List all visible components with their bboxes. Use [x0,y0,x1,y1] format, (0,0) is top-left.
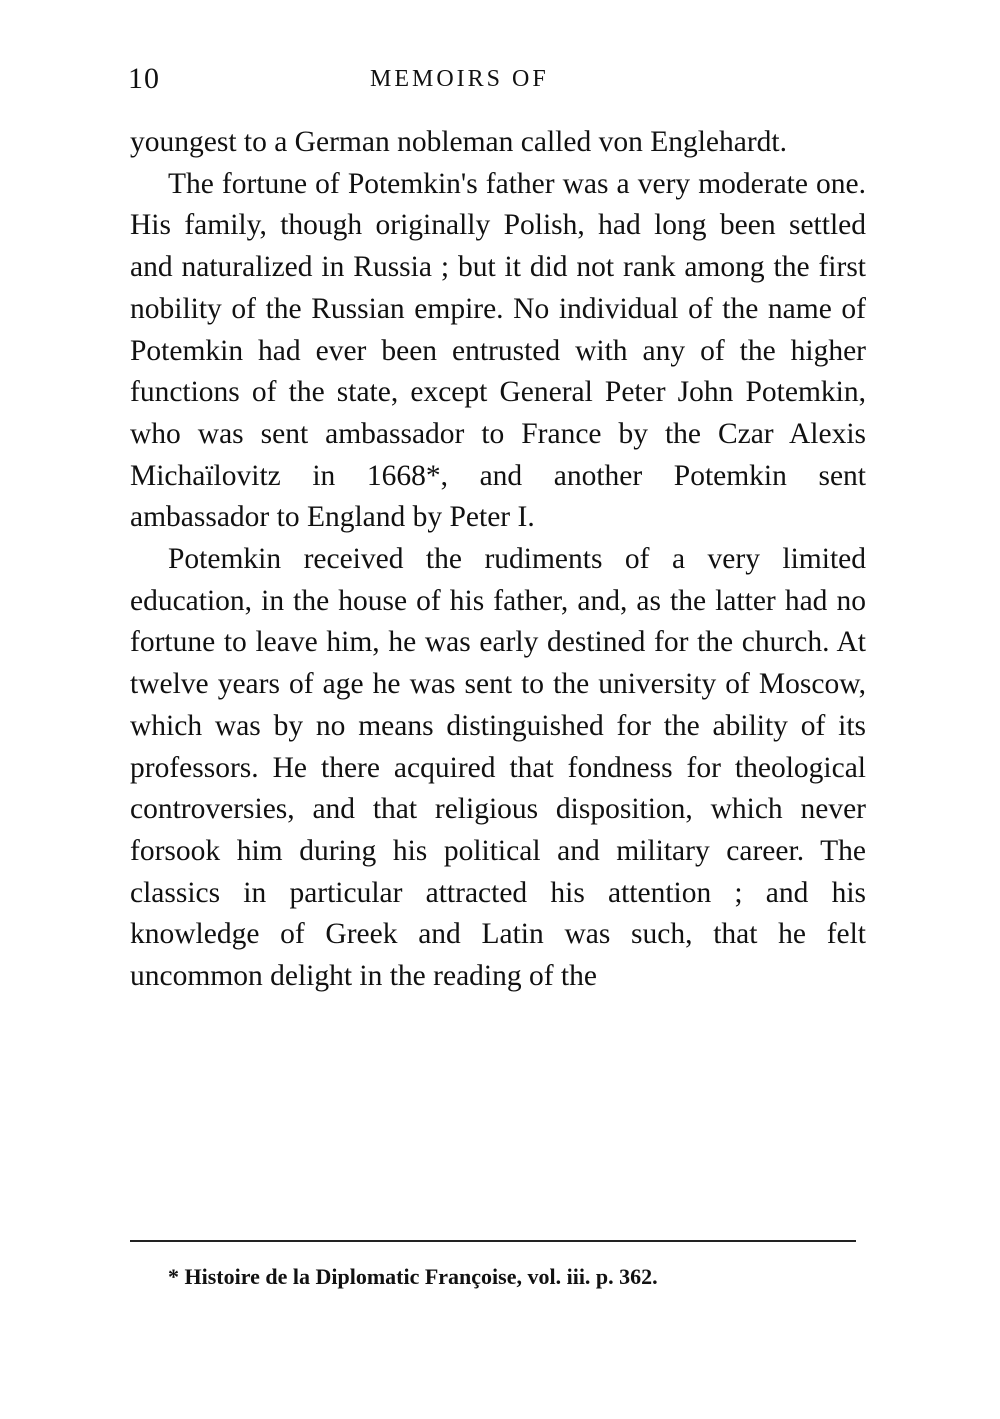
footnote-rule [130,1240,856,1242]
paragraph-continued: youngest to a German nobleman called von Englehardt. [130,126,787,158]
footnote: * Histoire de la Diplomatic Françoise, vol. iii. p. 362. [168,1264,658,1289]
page-number: 10 [128,62,160,95]
paragraph-education: Potemkin received the rudiments of a very limited education, in the house of his father, and, as the latter had no fortune to leave him, he was early destined for the church. At twelve years of age he was sent to the university of Moscow, which was by no means distinguished for the ability of its professors. He there acquired that fondness for theological controversies, and that religious disposition, which never forsook him during his political and military career. The classics in particular attracted his attention ; and his knowledge of Greek and Latin was such, that he felt uncommon delight in the reading of the [130,543,866,993]
body-text [130,122,866,998]
running-head: MEMOIRS OF [370,66,549,92]
paragraph-fortune: The fortune of Potemkin's father was a very moderate one. His family, though originally Polish, had long been settled and naturalized in Russia ; but it did not rank among the first nobility of the Russian empire. No individual of the name of Potemkin had ever been entrusted with any of the higher functions of the state, except General Peter John Potemkin, who was sent ambassador to France by the Czar Alexis Michaïlovitz in 1668*, and another Potemkin sent ambassador to England by Peter I. [130,167,866,534]
